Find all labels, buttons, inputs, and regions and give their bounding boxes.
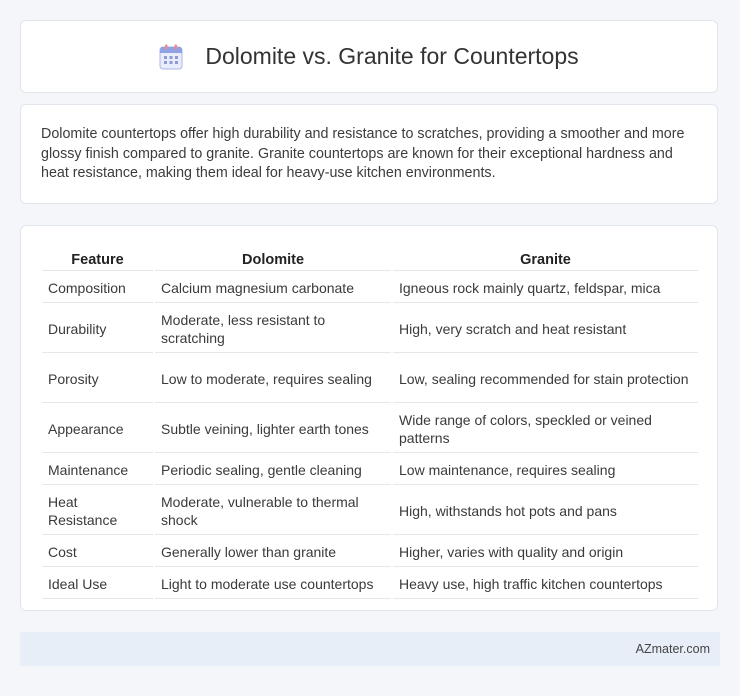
footer (20, 632, 720, 666)
dolomite-cell: Subtle veining, lighter earth tones (155, 405, 391, 453)
dolomite-cell: Calcium magnesium carbonate (155, 273, 391, 303)
dolomite-cell: Light to moderate use countertops (155, 569, 391, 599)
header-feature: Feature (42, 250, 153, 271)
table-card (20, 225, 718, 611)
table-row (42, 569, 698, 599)
table-row (42, 455, 698, 485)
table-row (42, 405, 698, 453)
granite-cell: High, very scratch and heat resistant (393, 305, 698, 353)
comparison-table (40, 248, 700, 601)
dolomite-cell: Moderate, vulnerable to thermal shock (155, 487, 391, 535)
title-wrap (159, 43, 578, 70)
table-row (42, 537, 698, 567)
feature-cell: Ideal Use (42, 569, 153, 599)
granite-cell: Heavy use, high traffic kitchen countertops (393, 569, 698, 599)
table-row (42, 487, 698, 535)
feature-cell: Porosity (42, 355, 153, 403)
granite-cell: Low maintenance, requires sealing (393, 455, 698, 485)
granite-cell: Higher, varies with quality and origin (393, 537, 698, 567)
dolomite-cell: Moderate, less resistant to scratching (155, 305, 391, 353)
calendar-icon (159, 44, 183, 70)
feature-cell: Cost (42, 537, 153, 567)
dolomite-cell: Low to moderate, requires sealing (155, 355, 391, 403)
summary-card (20, 104, 718, 204)
granite-cell: Wide range of colors, speckled or veined patterns (393, 405, 698, 453)
feature-cell: Heat Resistance (42, 487, 153, 535)
dolomite-cell: Generally lower than granite (155, 537, 391, 567)
header-dolomite: Dolomite (155, 250, 391, 271)
granite-cell: High, withstands hot pots and pans (393, 487, 698, 535)
title-card (20, 20, 718, 93)
page-title: Dolomite vs. Granite for Countertops (205, 43, 579, 69)
header-granite: Granite (393, 250, 698, 271)
feature-cell: Maintenance (42, 455, 153, 485)
dolomite-cell: Periodic sealing, gentle cleaning (155, 455, 391, 485)
feature-cell: Composition (42, 273, 153, 303)
granite-cell: Low, sealing recommended for stain protection (393, 355, 698, 403)
summary-text: Dolomite countertops offer high durability and resistance to scratches, providing a smoother and more glossy finish compared to granite. Granite countertops are known for their exceptional hardness and heat resistance, making them ideal for heavy-use kitchen environments. (41, 126, 685, 181)
granite-cell: Igneous rock mainly quartz, feldspar, mica (393, 273, 698, 303)
table-row (42, 273, 698, 303)
table-row (42, 305, 698, 353)
table-header-row (42, 250, 698, 271)
footer-brand: AZmater.com (635, 642, 710, 656)
table-row (42, 355, 698, 403)
feature-cell: Appearance (42, 405, 153, 453)
feature-cell: Durability (42, 305, 153, 353)
